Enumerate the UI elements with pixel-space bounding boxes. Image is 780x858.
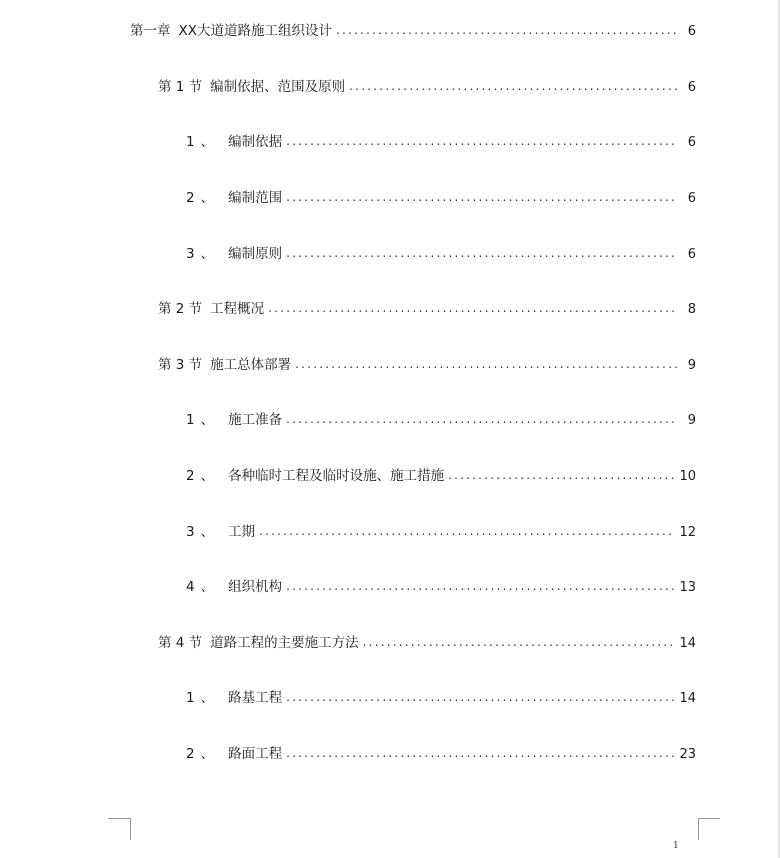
toc-leader-dots xyxy=(286,132,678,150)
toc-leader-dots xyxy=(363,633,676,651)
crop-mark-bottom-right xyxy=(698,818,720,819)
toc-entry-item[interactable] xyxy=(186,689,696,708)
toc-leader-dots xyxy=(286,688,675,706)
toc-entry-section-1[interactable] xyxy=(158,78,696,97)
toc-entry-item[interactable] xyxy=(186,411,696,430)
toc-item-number: 4 xyxy=(186,579,195,595)
toc-page-number: 14 xyxy=(679,636,696,651)
toc-page-number: 10 xyxy=(679,469,696,484)
toc-page-number: 6 xyxy=(687,247,696,262)
toc-leader-dots xyxy=(286,244,678,262)
toc-entry-section-4[interactable] xyxy=(158,634,696,653)
toc-item-number: 2 xyxy=(186,746,195,762)
toc-entry-section-3[interactable] xyxy=(158,356,696,375)
toc-item-title: 路面工程 xyxy=(228,746,283,762)
toc-entry-item[interactable] xyxy=(186,245,696,264)
toc-page-number: 9 xyxy=(687,413,696,428)
toc-leader-dots xyxy=(349,77,678,95)
toc-leader-dots xyxy=(259,522,675,540)
toc-page-number: 12 xyxy=(679,525,696,540)
toc-entry-item[interactable] xyxy=(186,467,696,486)
toc-section-title: 施工总体部署 xyxy=(210,357,292,373)
toc-item-title: 编制原则 xyxy=(228,246,283,262)
crop-mark-bottom-left xyxy=(130,818,131,840)
toc-page-number: 14 xyxy=(679,691,696,706)
footer-page-number: 1 xyxy=(673,841,679,851)
toc-item-separator: 、 xyxy=(200,524,215,540)
toc-item-number: 1 xyxy=(186,412,195,428)
toc-item-number: 2 xyxy=(186,468,195,484)
toc-entry-item[interactable] xyxy=(186,523,696,542)
toc-entry-item[interactable] xyxy=(186,189,696,208)
toc-item-separator: 、 xyxy=(200,246,215,262)
toc-section-title: 工程概况 xyxy=(210,301,265,317)
toc-item-number: 1 xyxy=(186,134,195,150)
toc-page-number: 6 xyxy=(687,24,696,39)
toc-leader-dots xyxy=(336,21,678,39)
toc-item-number: 3 xyxy=(186,246,195,262)
toc-leader-dots xyxy=(286,410,678,428)
crop-mark-bottom-right xyxy=(698,818,699,840)
toc-item-separator: 、 xyxy=(200,190,215,206)
crop-mark-bottom-left xyxy=(108,818,130,819)
toc-page-number: 23 xyxy=(679,747,696,762)
toc-item-title: 编制依据 xyxy=(228,134,283,150)
toc-page-number: 6 xyxy=(687,80,696,95)
toc-page-number: 6 xyxy=(687,135,696,150)
toc-item-title: 施工准备 xyxy=(228,412,283,428)
toc-leader-dots xyxy=(268,299,678,317)
toc-item-title: 路基工程 xyxy=(228,690,283,706)
toc-item-separator: 、 xyxy=(200,690,215,706)
toc-section-label: 第 3 节 xyxy=(158,357,203,373)
toc-item-title: 组织机构 xyxy=(228,579,283,595)
toc-section-title: 道路工程的主要施工方法 xyxy=(210,635,359,651)
toc-entry-item[interactable] xyxy=(186,578,696,597)
toc-section-title: 编制依据、范围及原则 xyxy=(210,79,346,95)
toc-item-separator: 、 xyxy=(200,746,215,762)
toc-leader-dots xyxy=(286,577,675,595)
toc-section-label: 第 1 节 xyxy=(158,79,203,95)
toc-section-label: 第 2 节 xyxy=(158,301,203,317)
toc-leader-dots xyxy=(295,355,678,373)
toc-leader-dots xyxy=(286,744,675,762)
toc-item-number: 2 xyxy=(186,190,195,206)
toc-chapter-title: XX大道道路施工组织设计 xyxy=(178,23,332,39)
toc-leader-dots xyxy=(286,188,678,206)
toc-entry-item[interactable] xyxy=(186,745,696,764)
toc-chapter-label: 第一章 xyxy=(130,23,171,39)
toc-section-label: 第 4 节 xyxy=(158,635,203,651)
toc-item-separator: 、 xyxy=(200,579,215,595)
toc-entry-chapter[interactable] xyxy=(130,22,696,41)
toc-item-separator: 、 xyxy=(200,468,215,484)
toc-item-title: 各种临时工程及临时设施、施工措施 xyxy=(228,468,445,484)
toc-item-title: 编制范围 xyxy=(228,190,283,206)
toc-leader-dots xyxy=(448,466,675,484)
toc-page-number: 9 xyxy=(687,358,696,373)
toc-item-separator: 、 xyxy=(200,134,215,150)
toc-entry-section-2[interactable] xyxy=(158,300,696,319)
toc-page-number: 8 xyxy=(687,302,696,317)
toc-item-separator: 、 xyxy=(200,412,215,428)
toc-item-number: 3 xyxy=(186,524,195,540)
toc-page-number: 6 xyxy=(687,191,696,206)
toc-page-number: 13 xyxy=(679,580,696,595)
toc-item-number: 1 xyxy=(186,690,195,706)
toc-entry-item[interactable] xyxy=(186,133,696,152)
toc-item-title: 工期 xyxy=(228,524,256,540)
